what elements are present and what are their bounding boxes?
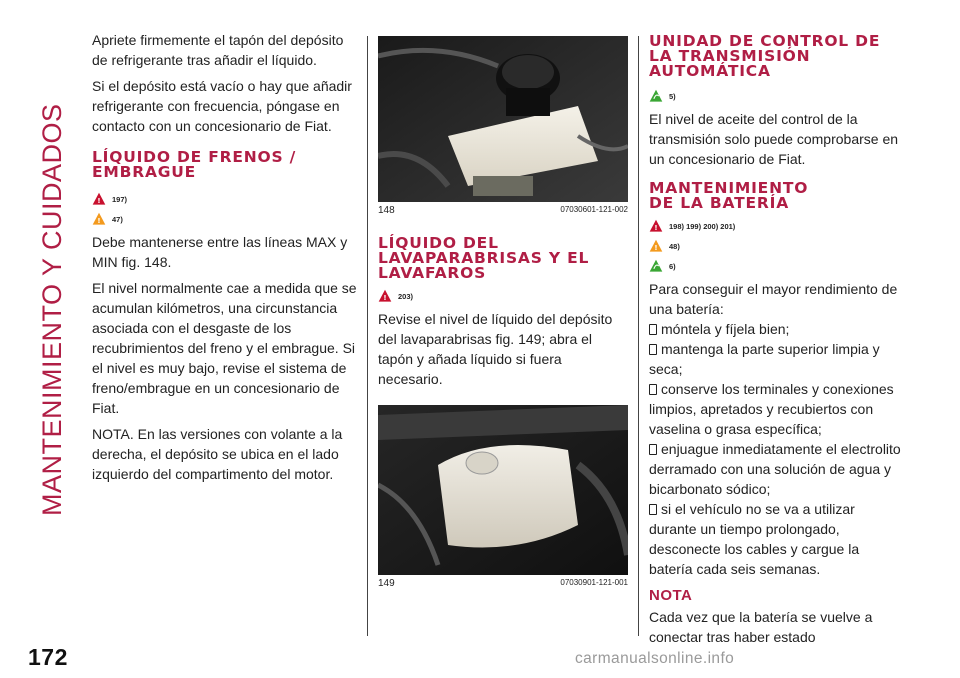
bullet-item: móntela y fíjela bien;	[649, 319, 901, 339]
figure-number: 148	[378, 205, 395, 216]
figure-number: 149	[378, 578, 395, 589]
warning-ref	[92, 212, 358, 226]
warning-triangle-orange-icon	[649, 239, 663, 253]
column-3	[649, 34, 901, 653]
bullet-box-icon	[649, 384, 657, 395]
figure-code: 07030901-121-001	[560, 578, 628, 587]
watermark: carmanualsonline.info	[575, 650, 735, 667]
environment-triangle-green-icon	[649, 89, 663, 103]
column-2	[378, 36, 628, 589]
nota-heading: NOTA	[649, 587, 693, 604]
warning-ref	[649, 239, 901, 253]
warning-ref-number: 47)	[112, 214, 123, 224]
svg-text:!: !	[654, 244, 658, 253]
warning-ref	[92, 192, 358, 206]
paragraph: El nivel de aceite del control de la transmisión solo puede comprobarse en un concesionario de Fiat.	[649, 111, 899, 167]
paragraph: Para conseguir el mayor rendimiento de una batería:	[649, 281, 898, 317]
washer-fluid-reservoir-image	[378, 405, 628, 575]
warning-ref	[649, 219, 901, 233]
paragraph: El nivel normalmente cae a medida que se acumulan kilómetros, una circunstancia asociada con el desgaste de los recubrimientos del freno y el embrague. Si el nivel es muy bajo, revise el sistema de freno/embrague en un concesionario de Fiat.	[92, 280, 357, 416]
bullet-item: si el vehículo no se va a utilizar durante un tiempo prolongado, desconecte los cables y cargue la batería cada seis semanas.	[649, 501, 860, 577]
svg-text:!: !	[97, 217, 101, 226]
figure-148-photo	[378, 36, 628, 202]
figure-code: 07030601-121-002	[560, 205, 628, 214]
svg-text:!: !	[383, 294, 387, 303]
column-1	[92, 30, 358, 490]
brake-fluid-reservoir-image	[378, 36, 628, 202]
section-heading-brake-fluid: LÍQUIDO DE FRENOS / EMBRAGUE	[92, 148, 297, 181]
section-heading-washer-fluid: LÍQUIDO DEL LAVAPARABRISAS Y EL LAVAFAROS	[378, 234, 590, 282]
chapter-side-title: MANTENIMIENTO Y CUIDADOS	[37, 103, 67, 516]
warning-ref-number: 48)	[669, 241, 680, 251]
bullet-box-icon	[649, 344, 657, 355]
warning-triangle-red-icon	[92, 192, 106, 206]
warning-ref-number: 5)	[669, 91, 676, 101]
figure-149-photo	[378, 405, 628, 575]
svg-text:!: !	[97, 197, 101, 206]
column-divider-1	[367, 36, 368, 636]
paragraph: Revise el nivel de líquido del depósito del lavaparabrisas fig. 149; abra el tapón y añada líquido si fuera necesario.	[378, 311, 613, 387]
bullet-box-icon	[649, 324, 657, 335]
section-heading-battery: MANTENIMIENTO DE LA BATERÍA	[649, 179, 809, 212]
warning-ref-number: 197)	[112, 194, 128, 204]
bullet-box-icon	[649, 504, 657, 515]
bullet-item: conserve los terminales y conexiones limpios, apretados y recubiertos con vaselina o grasa específica;	[649, 381, 894, 437]
bullet-box-icon	[649, 444, 657, 455]
warning-ref	[649, 89, 901, 103]
warning-ref	[378, 289, 628, 303]
paragraph: NOTA. En las versiones con volante a la derecha, el depósito se ubica en el lado izquierdo del compartimento del motor.	[92, 426, 343, 482]
paragraph: Apriete firmemente el tapón del depósito de refrigerante tras añadir el líquido.	[92, 32, 344, 68]
section-heading-transmission: UNIDAD DE CONTROL DE LA TRANSMISIÓN AUTOMÁTICA	[649, 32, 881, 80]
column-divider-2	[638, 36, 639, 636]
paragraph: Debe mantenerse entre las líneas MAX y MIN fig. 148.	[92, 234, 348, 270]
warning-ref-number: 203)	[398, 291, 414, 301]
warning-ref-number: 6)	[669, 261, 676, 271]
figure-149-caption	[378, 578, 628, 589]
svg-text:!: !	[654, 224, 658, 233]
environment-triangle-green-icon	[649, 259, 663, 273]
bullet-item: enjuague inmediatamente el electrolito derramado con una solución de agua y bicarbonato sódico;	[649, 441, 901, 497]
warning-triangle-red-icon	[649, 219, 663, 233]
page-number: 172	[28, 644, 68, 670]
figure-148-caption	[378, 205, 628, 216]
warning-triangle-red-icon	[378, 289, 392, 303]
bullet-item: mantenga la parte superior limpia y seca;	[649, 341, 880, 377]
warning-ref-number: 198) 199) 200) 201)	[669, 221, 736, 231]
paragraph: Si el depósito está vacío o hay que añadir refrigerante con frecuencia, póngase en contacto con un concesionario de Fiat.	[92, 78, 352, 134]
paragraph: Cada vez que la batería se vuelve a conectar tras haber estado	[649, 609, 873, 645]
warning-ref	[649, 259, 901, 273]
warning-triangle-orange-icon	[92, 212, 106, 226]
